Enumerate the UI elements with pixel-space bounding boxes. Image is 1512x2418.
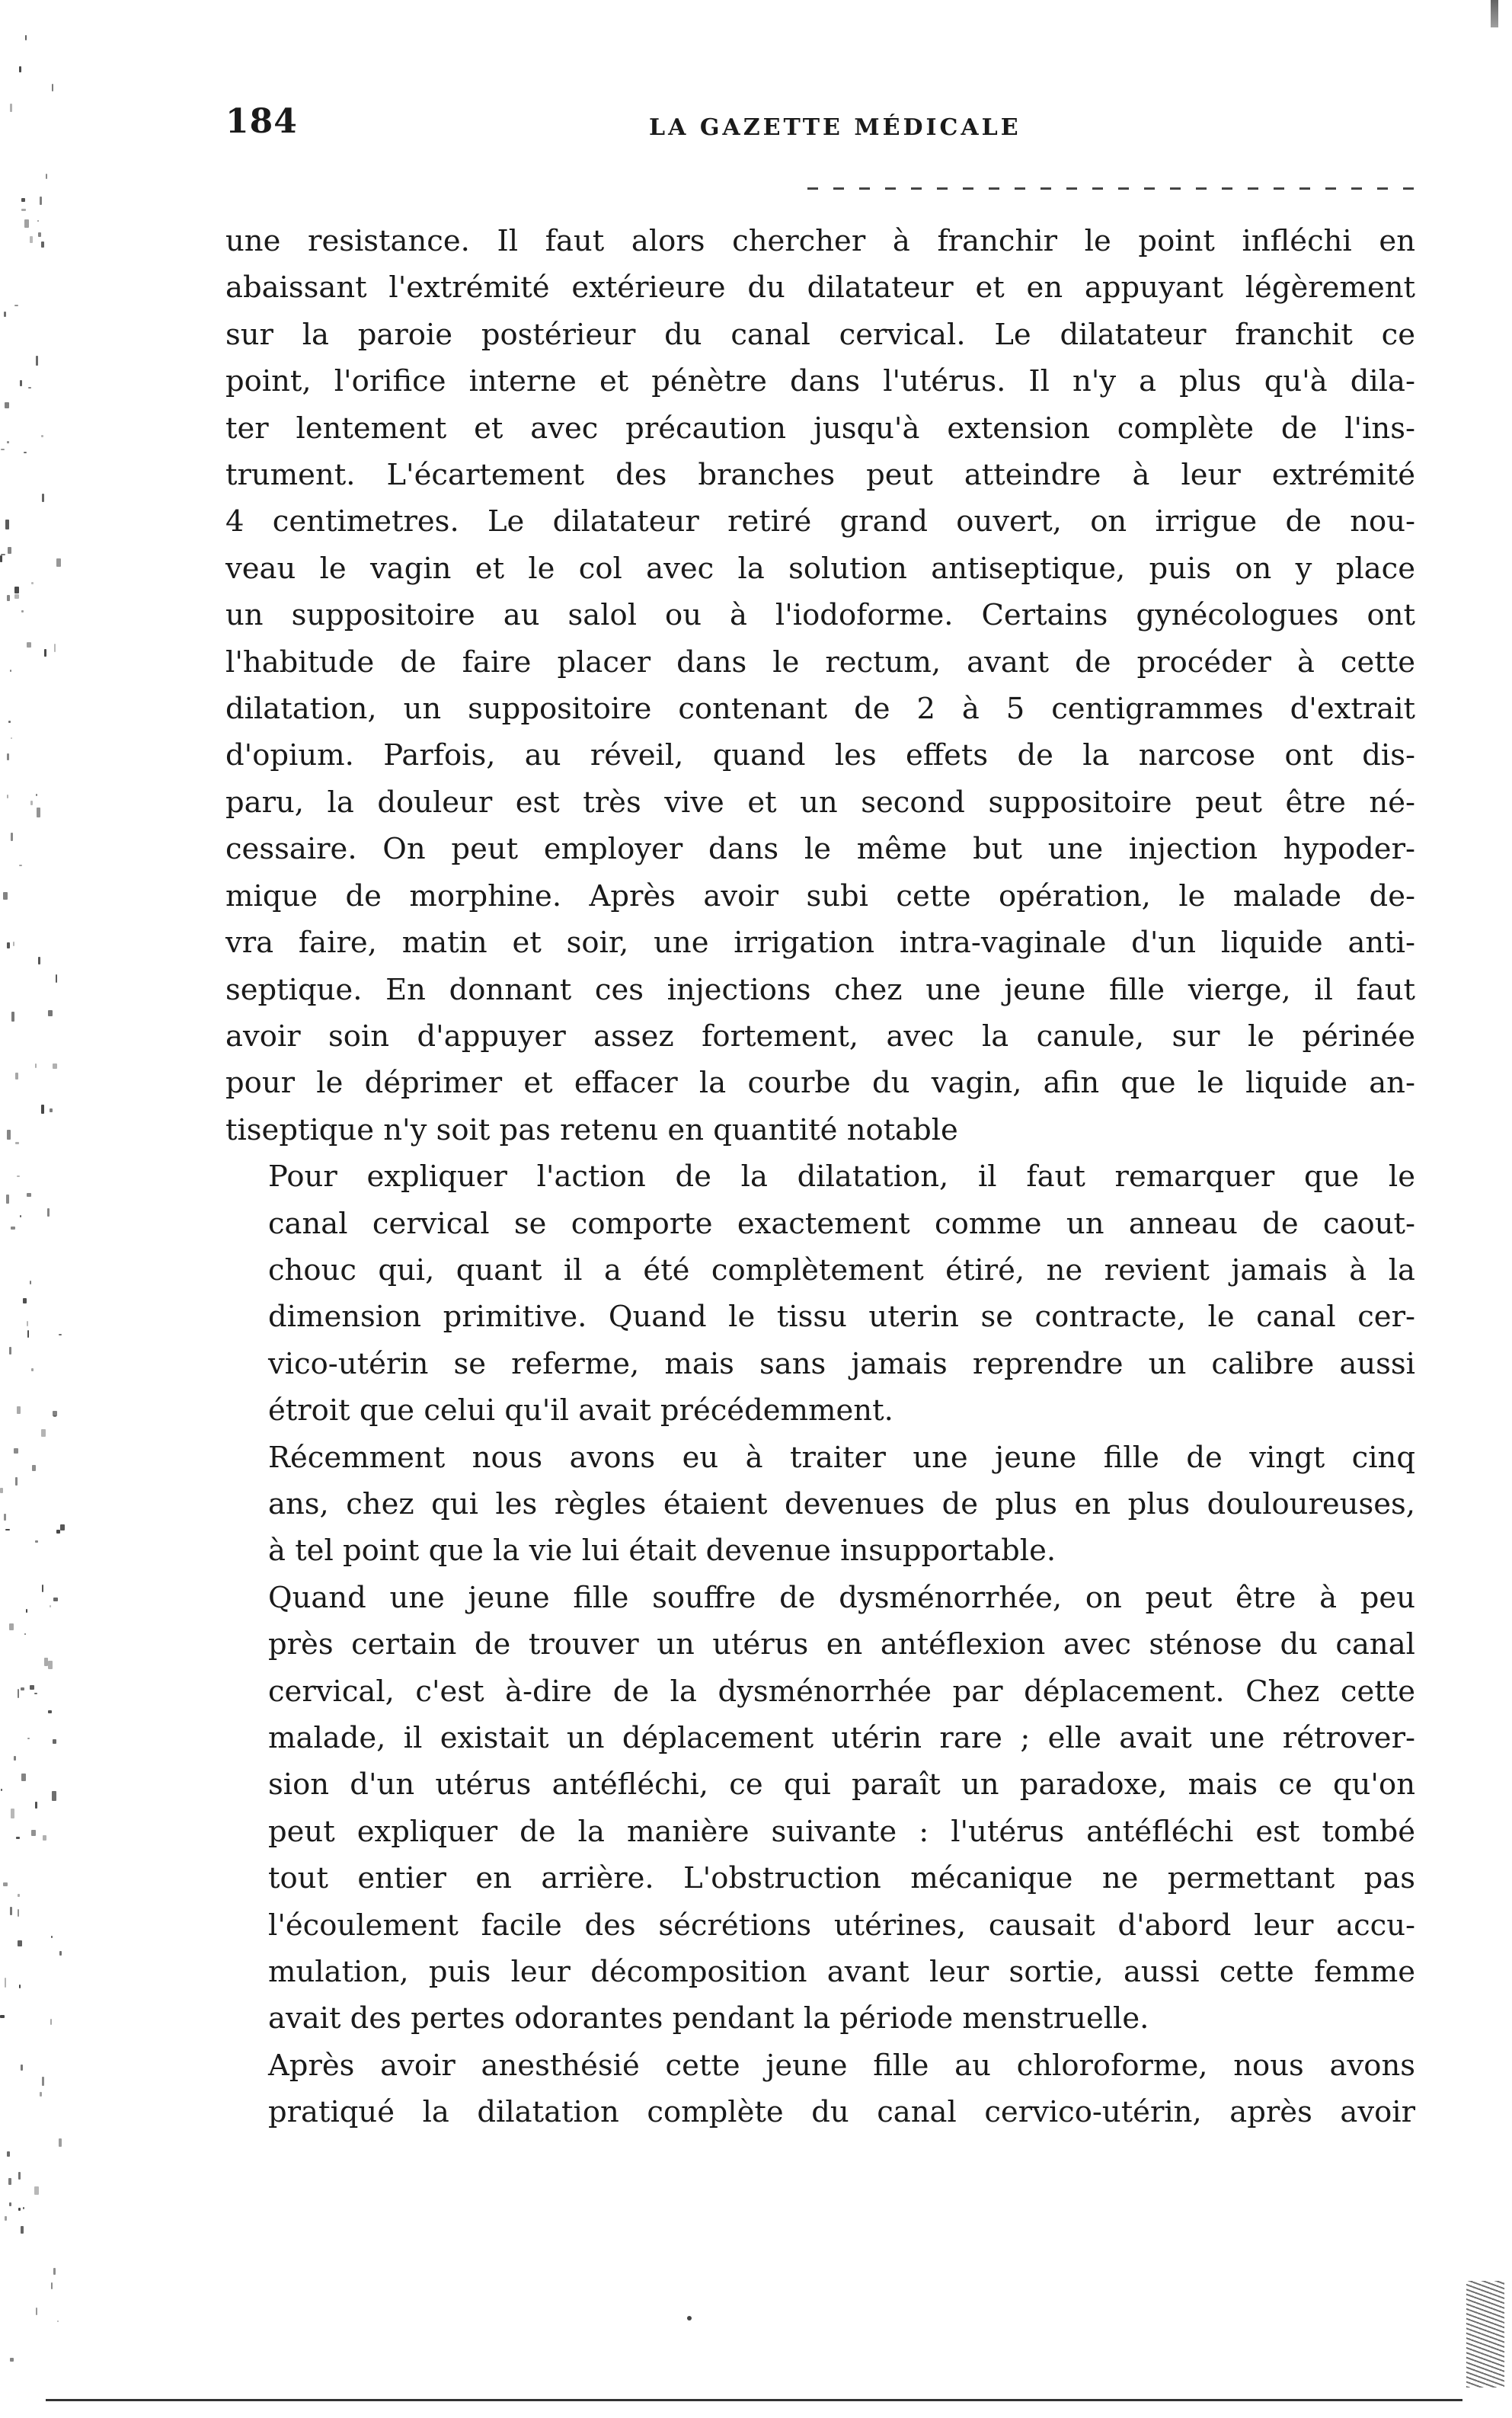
text-line: dilatation, un suppositoire contenant de 2 à 5 centigrammes d'extrait bbox=[225, 692, 1415, 727]
paragraph bbox=[225, 2042, 1415, 2136]
text-line: ter lentement et avec précaution jusqu'à extension complète de l'ins- bbox=[225, 411, 1415, 446]
text-line: mique de morphine. Après avoir subi cette opération, le malade de- bbox=[225, 878, 1415, 913]
ink-speck bbox=[687, 2316, 692, 2320]
text-line: canal cervical se comporte exactement comme un anneau de caout- bbox=[268, 1206, 1415, 1241]
paragraph bbox=[225, 1434, 1415, 1575]
text-line: septique. En donnant ces injections chez une jeune fille vierge, il faut bbox=[225, 972, 1415, 1007]
paragraph bbox=[225, 1575, 1415, 2042]
text-line: Après avoir anesthésié cette jeune fille au chloroforme, nous avons bbox=[268, 2048, 1415, 2083]
header-rule bbox=[807, 187, 1417, 190]
text-line: près certain de trouver un utérus en antéflexion avec sténose du canal bbox=[268, 1627, 1415, 1662]
text-line: chouc qui, quant il a été complètement étiré, ne revient jamais à la bbox=[268, 1252, 1415, 1287]
text-line: tiseptique n'y soit pas retenu en quantité notable bbox=[225, 1112, 958, 1147]
text-line: trument. L'écartement des branches peut atteindre à leur extrémité bbox=[225, 458, 1415, 493]
text-line: Quand une jeune fille souffre de dysménorrhée, on peut être à peu bbox=[268, 1580, 1415, 1615]
text-line: 4 centimetres. Le dilatateur retiré grand ouvert, on irrigue de nou- bbox=[225, 504, 1415, 539]
text-line: pratiqué la dilatation complète du canal cervico-utérin, après avoir bbox=[268, 2095, 1415, 2130]
text-line: l'habitude de faire placer dans le rectum, avant de procéder à cette bbox=[225, 644, 1415, 680]
text-line: veau le vagin et le col avec la solution antiseptique, puis on y place bbox=[225, 551, 1415, 586]
text-line: avait des pertes odorantes pendant la période menstruelle. bbox=[268, 2001, 1149, 2036]
text-line: Récemment nous avons eu à traiter une jeune fille de vingt cinq bbox=[268, 1440, 1415, 1475]
text-line: abaissant l'extrémité extérieure du dilatateur et en appuyant légèrement bbox=[225, 270, 1415, 305]
text-line: paru, la douleur est très vive et un second suppositoire peut être né- bbox=[225, 785, 1415, 820]
text-line: mulation, puis leur décomposition avant leur sortie, aussi cette femme bbox=[268, 1955, 1415, 1990]
text-line: l'écoulement facile des sécrétions utérines, causait d'abord leur accu- bbox=[268, 1908, 1415, 1943]
page-header bbox=[225, 102, 1414, 148]
page-number: 184 bbox=[225, 102, 298, 141]
running-head: LA GAZETTE MÉDICALE bbox=[649, 114, 1021, 141]
scan-gutter-noise bbox=[0, 0, 69, 2418]
scan-edge-mark bbox=[1491, 0, 1498, 27]
text-line: point, l'orifice interne et pénètre dans l'utérus. Il n'y a plus qu'à dila- bbox=[225, 364, 1415, 399]
text-line: étroit que celui qu'il avait précédemment. bbox=[268, 1393, 893, 1428]
body-text bbox=[225, 218, 1415, 2136]
page-bottom-edge bbox=[46, 2399, 1462, 2401]
paragraph bbox=[225, 1153, 1415, 1434]
text-line: vra faire, matin et soir, une irrigation intra-vaginale d'un liquide anti- bbox=[225, 926, 1415, 961]
text-line: un suppositoire au salol ou à l'iodoforme. Certains gynécologues ont bbox=[225, 598, 1415, 633]
text-line: à tel point que la vie lui était devenue insupportable. bbox=[268, 1534, 1056, 1569]
text-line: sion d'un utérus antéfléchi, ce qui paraît un paradoxe, mais ce qu'on bbox=[268, 1767, 1415, 1802]
text-line: peut expliquer de la manière suivante : l'utérus antéfléchi est tombé bbox=[268, 1814, 1415, 1849]
text-line: une resistance. Il faut alors chercher à franchir le point infléchi en bbox=[225, 224, 1415, 258]
text-line: malade, il existait un déplacement utérin rare ; elle avait une rétrover- bbox=[268, 1721, 1415, 1755]
text-line: avoir soin d'appuyer assez fortement, avec la canule, sur le périnée bbox=[225, 1019, 1415, 1054]
text-line: ans, chez qui les règles étaient devenues de plus en plus douloureuses, bbox=[268, 1486, 1415, 1521]
text-line: cessaire. On peut employer dans le même but une injection hypoder- bbox=[225, 832, 1415, 867]
text-line: d'opium. Parfois, au réveil, quand les effets de la narcose ont dis- bbox=[225, 738, 1415, 773]
text-line: tout entier en arrière. L'obstruction mécanique ne permettant pas bbox=[268, 1861, 1415, 1896]
text-line: Pour expliquer l'action de la dilatation, il faut remarquer que le bbox=[268, 1159, 1415, 1195]
text-line: vico-utérin se referme, mais sans jamais reprendre un calibre aussi bbox=[268, 1346, 1415, 1381]
text-line: cervical, c'est à-dire de la dysménorrhée par déplacement. Chez cette bbox=[268, 1674, 1415, 1709]
paragraph bbox=[225, 218, 1415, 1153]
text-line: dimension primitive. Quand le tissu uterin se contracte, le canal cer- bbox=[268, 1300, 1415, 1335]
text-line: sur la paroie postérieur du canal cervical. Le dilatateur franchit ce bbox=[225, 317, 1415, 352]
scan-edge-mark bbox=[1466, 2281, 1504, 2388]
text-line: pour le déprimer et effacer la courbe du vagin, afin que le liquide an- bbox=[225, 1066, 1415, 1101]
